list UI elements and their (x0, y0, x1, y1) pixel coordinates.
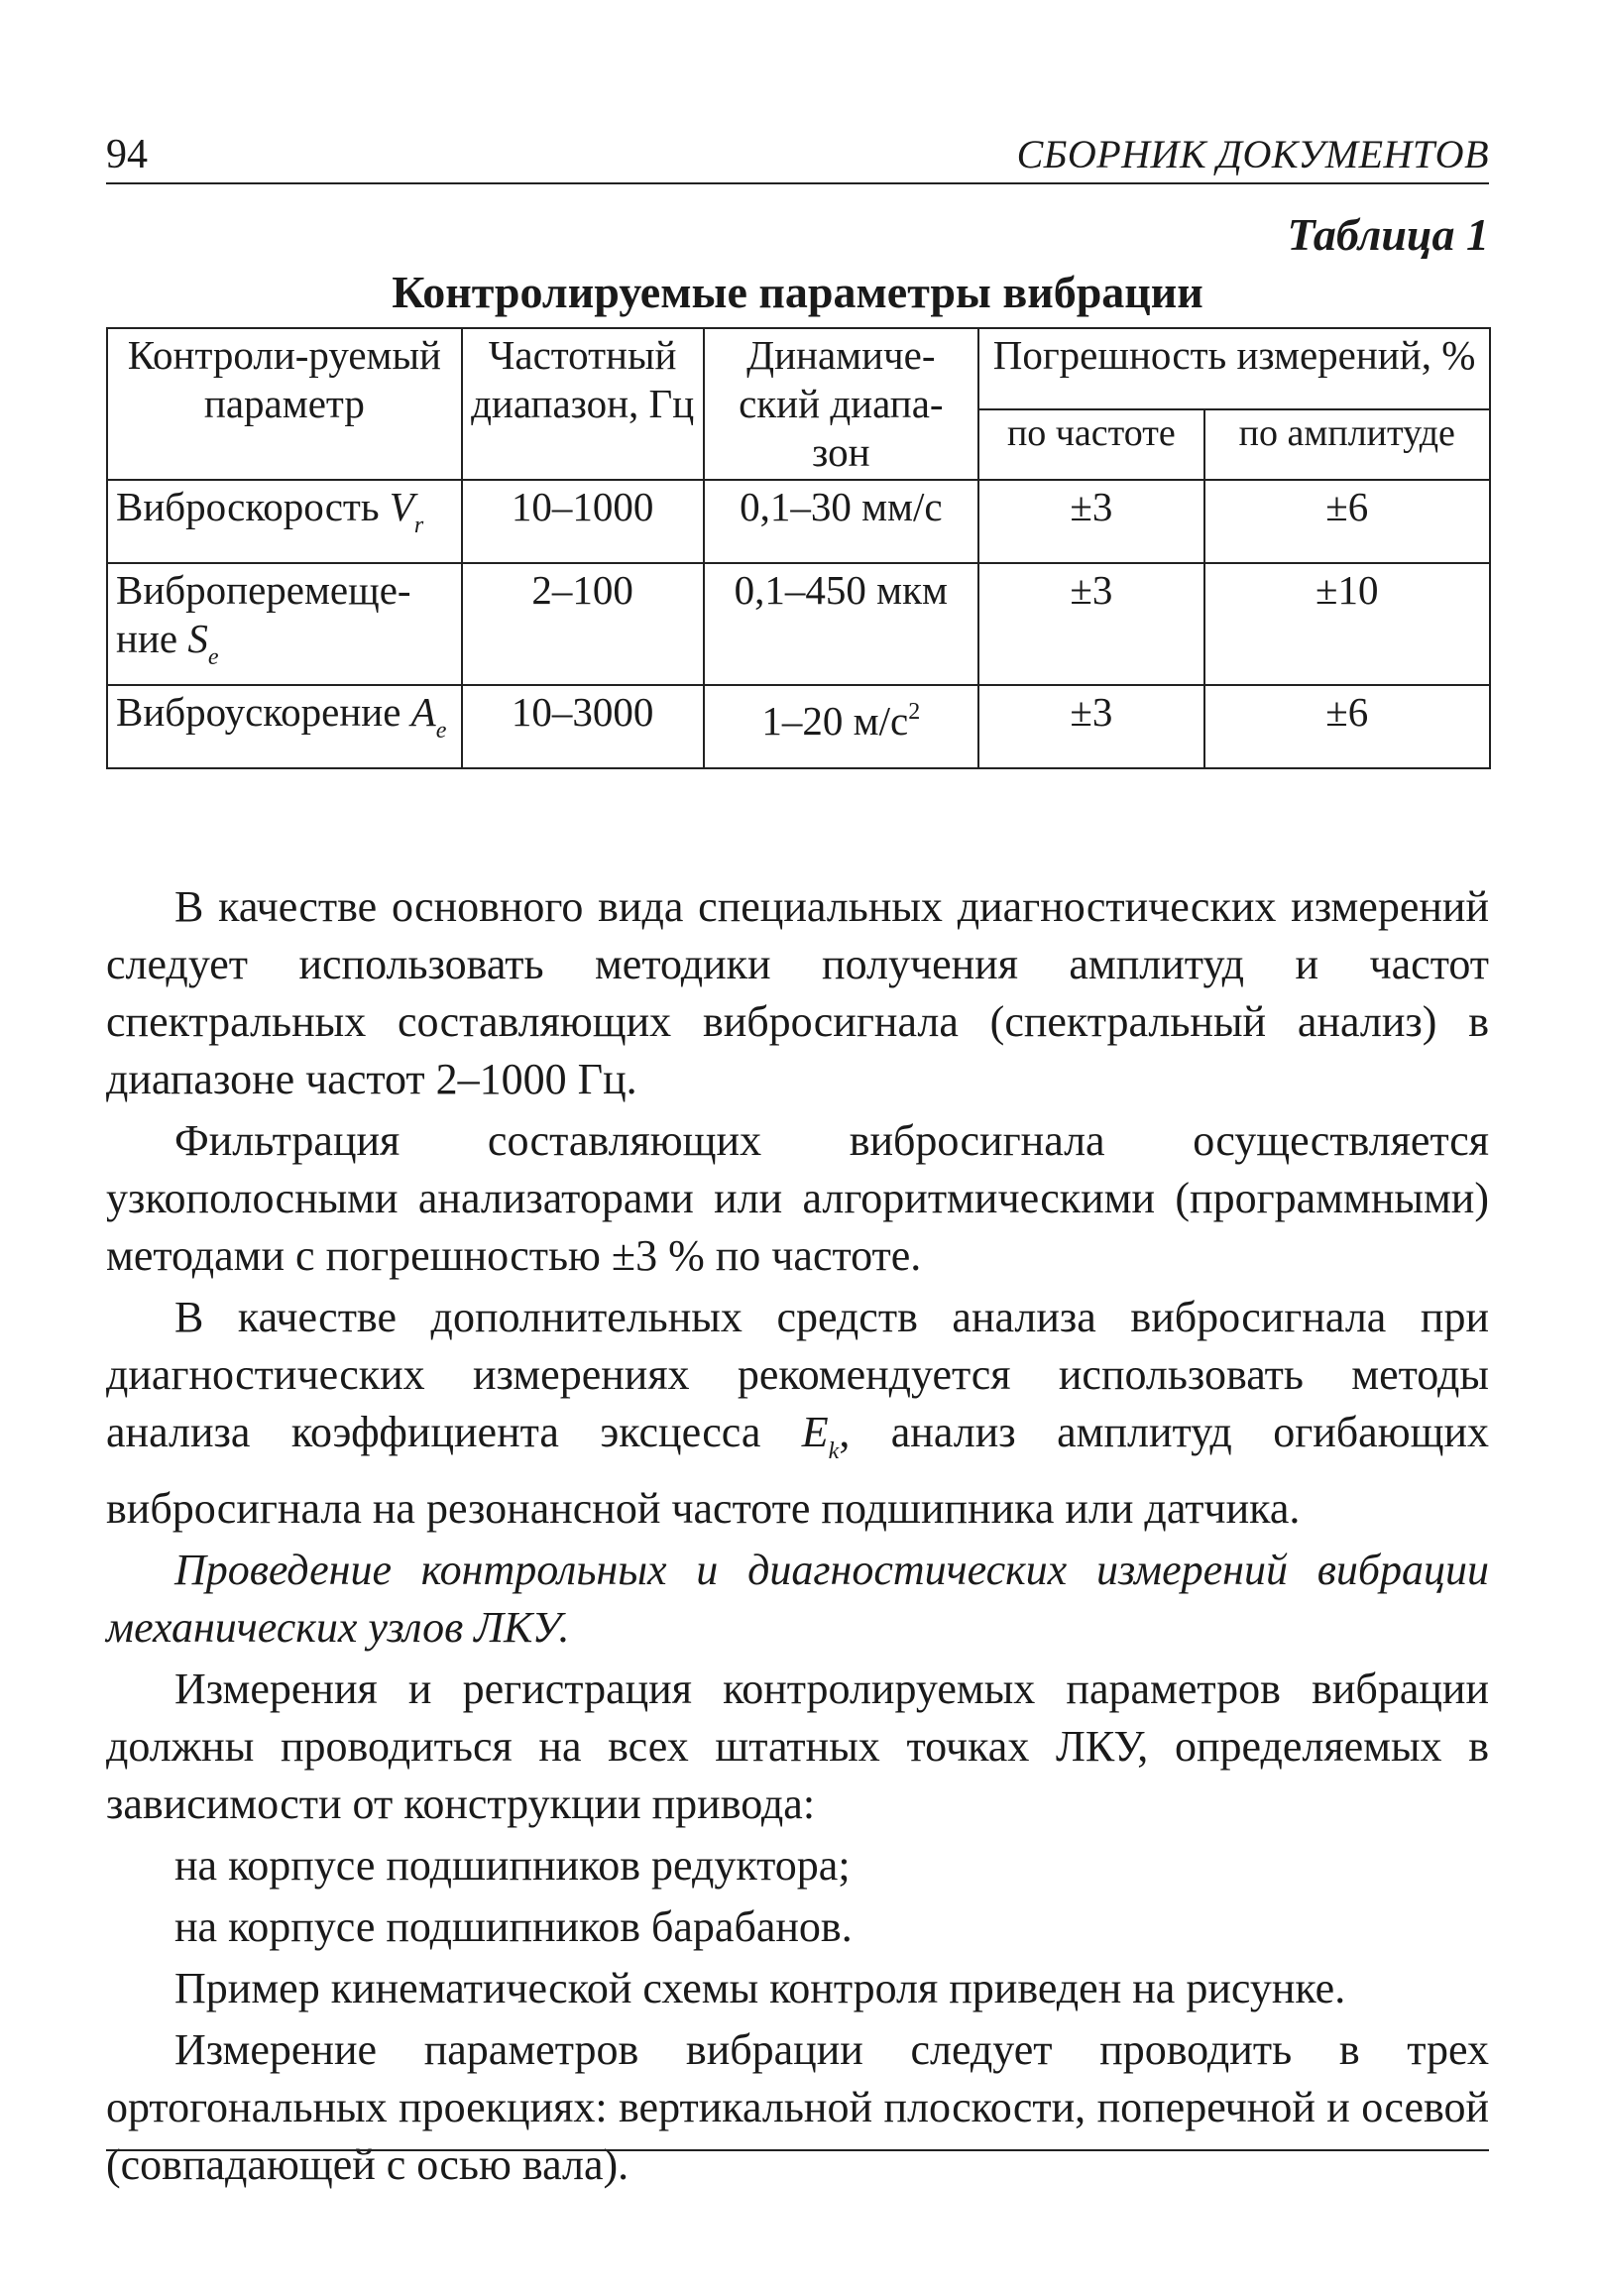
range-superscript: 2 (908, 699, 921, 725)
paragraph: Измерение параметров вибрации следует проводить в трех ортогональных проекциях: вертикальной плоскости, поперечной и осевой (совпадающей с осью вала). (106, 2025, 1489, 2189)
cell-freq: 10–1000 (462, 480, 704, 563)
param-subscript: r (413, 513, 424, 538)
param-symbol: S (187, 616, 208, 661)
header-error: Погрешность измерений, % (978, 328, 1490, 409)
paragraph-text: В качестве дополнительных средств анализа вибросигнала при диагностических измерениях рекомендуется использовать методы анализа коэффициента эксцесса (106, 1293, 1489, 1456)
paragraph (106, 1289, 1489, 1538)
paragraph: В качестве основного вида специальных диагностических измерений следует использовать методики получения амплитуд и частот спектральных составляющих вибросигнала (спектральный анализ) в диапазоне частот 2–1000 Гц. (106, 882, 1489, 1103)
cell-freq: 10–3000 (462, 685, 704, 768)
running-head (106, 127, 1489, 184)
cell-error-amp: ±10 (1204, 563, 1490, 685)
table-number: Таблица 1 (1287, 209, 1489, 260)
header-dyn: Динамиче-ский диапа-зон (704, 328, 979, 480)
param-symbol: A (410, 689, 436, 735)
cell-param (107, 685, 462, 768)
paragraph: Измерения и регистрация контролируемых параметров вибрации должны проводиться на всех штатных точках ЛКУ, определяемых в зависимости от конструкции привода: (106, 1665, 1489, 1828)
range-value: 0,1–30 мм/с (740, 484, 943, 529)
header-by-amp: по амплитуде (1204, 409, 1490, 480)
header-param: Контроли-руемый параметр (107, 328, 462, 480)
param-subscript: e (207, 644, 219, 670)
cell-error-freq: ±3 (978, 563, 1203, 685)
paragraph: Проведение контрольных и диагностических измерений вибрации механических узлов ЛКУ. (106, 1546, 1489, 1652)
cell-param (107, 480, 462, 563)
cell-param (107, 563, 462, 685)
param-subscript: e (435, 718, 447, 744)
paragraph-text: , анализ амплитуд огибающих вибросигнала на резонансной частоте подшипника или датчика. (106, 1408, 1489, 1533)
paragraph: на корпусе подшипников барабанов. (174, 1902, 853, 1951)
running-head-title: СБОРНИК ДОКУМЕНТОВ (1016, 132, 1489, 176)
page-number: 94 (106, 132, 148, 177)
cell-range (704, 685, 979, 768)
paragraph: Пример кинематической схемы контроля приведен на рисунке. (174, 1964, 1346, 2012)
header-freq: Частотный диапазон, Гц (462, 328, 704, 480)
cell-error-amp: ±6 (1204, 480, 1490, 563)
table-row (107, 685, 1490, 768)
param-symbol: V (389, 484, 414, 529)
paragraph: Фильтрация составляющих вибросигнала осуществляется узкополосными анализаторами или алгоритмическими (программными) методами с погрешностью ±3 % по частоте. (106, 1116, 1489, 1280)
cell-freq: 2–100 (462, 563, 704, 685)
range-value: 1–20 м/с (761, 698, 909, 744)
cell-range (704, 563, 979, 685)
table-caption: Контролируемые параметры вибрации (392, 267, 1203, 317)
cell-error-freq: ±3 (978, 685, 1203, 768)
table-row (107, 480, 1490, 563)
header-by-freq: по частоте (978, 409, 1203, 480)
param-name: Виброускорение (116, 689, 401, 735)
param-name: Виброперемеще-ние (116, 567, 411, 661)
param-name: Виброскорость (116, 484, 380, 529)
range-value: 0,1–450 мкм (734, 567, 948, 613)
body-text (106, 878, 1489, 2198)
table-header-row (107, 328, 1490, 409)
parameters-table (106, 327, 1491, 769)
cell-error-amp: ±6 (1204, 685, 1490, 768)
table-row (107, 563, 1490, 685)
bottom-rule (106, 2149, 1489, 2151)
formula-subscript: k (828, 1438, 840, 1464)
paragraph: на корпусе подшипников редуктора; (174, 1841, 851, 1890)
cell-range (704, 480, 979, 563)
cell-error-freq: ±3 (978, 480, 1203, 563)
formula-symbol: E (801, 1408, 829, 1456)
